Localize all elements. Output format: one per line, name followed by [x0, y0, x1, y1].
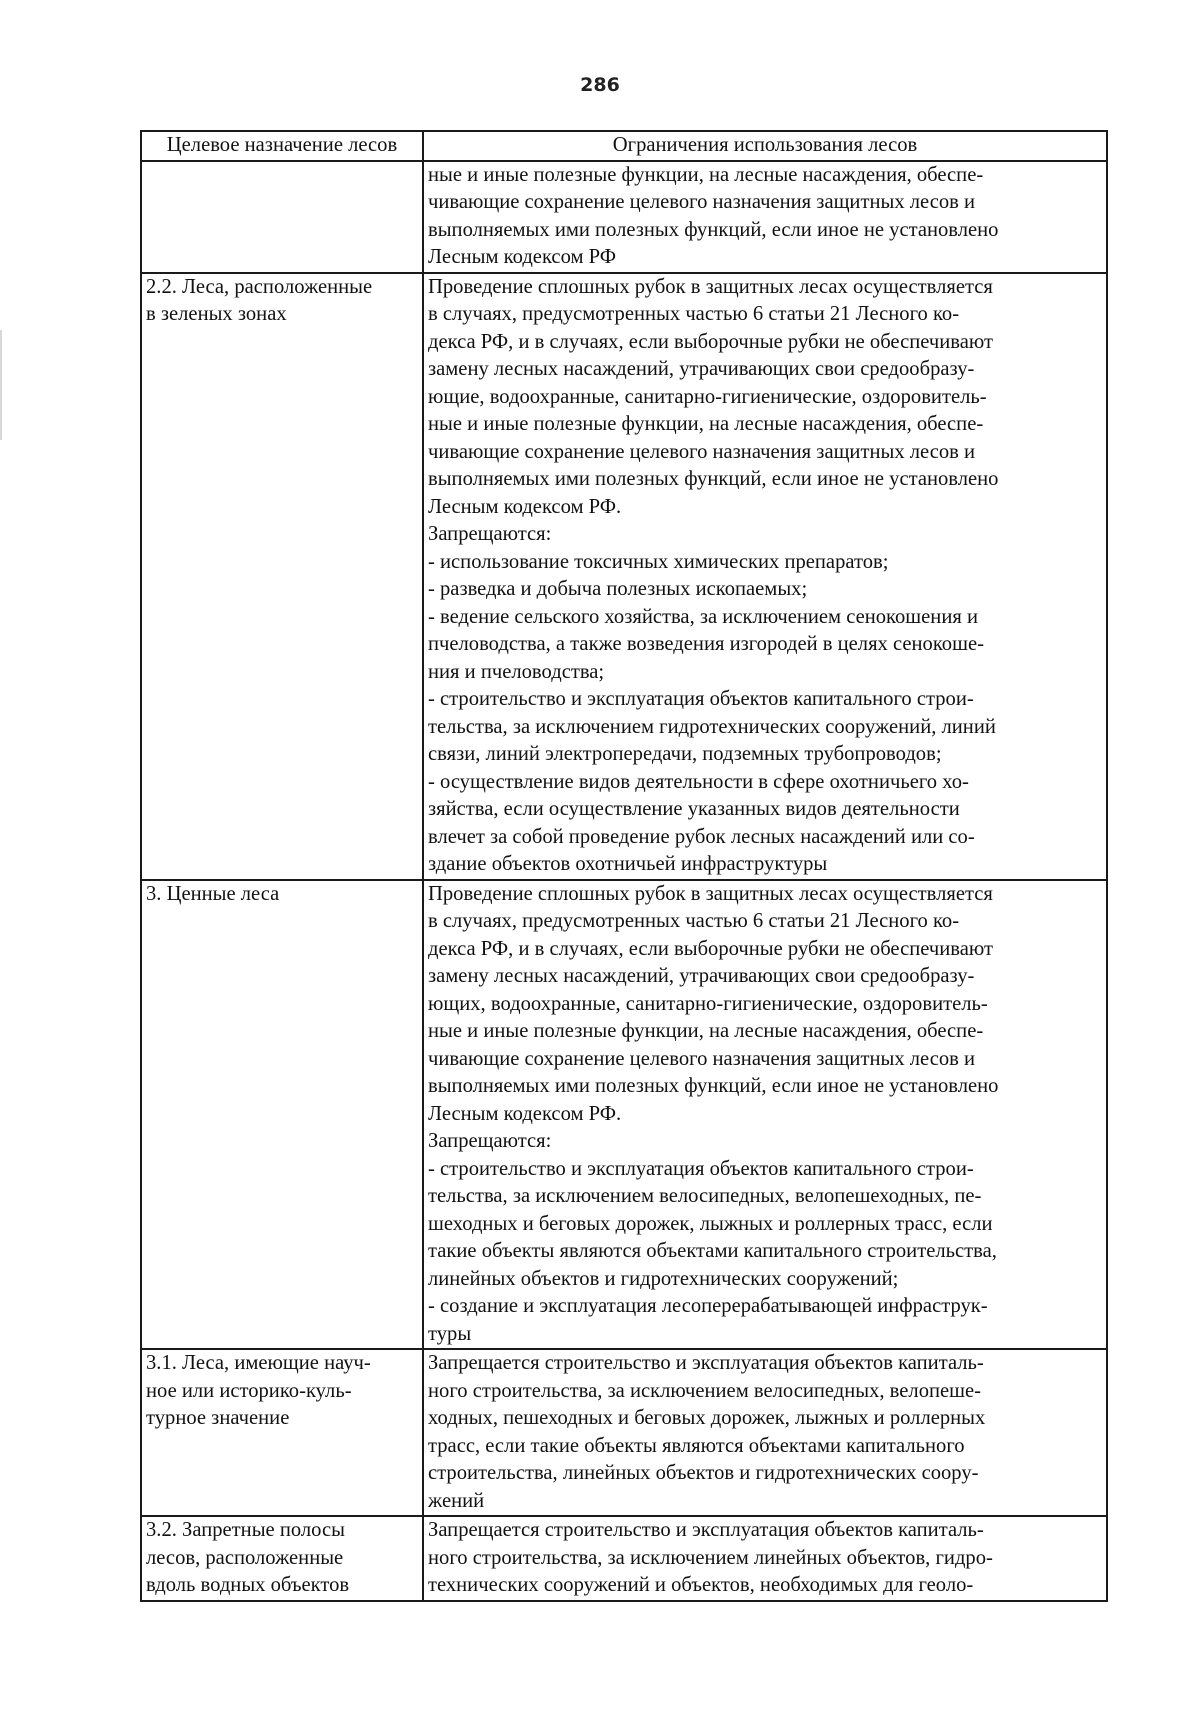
restriction-line: Запрещаются:	[428, 523, 552, 545]
purpose-line: 3.1. Леса, имеющие науч-	[146, 1352, 371, 1374]
restriction-line: - ведение сельского хозяйства, за исключением сенокошения и	[428, 605, 978, 628]
restrictions-cell	[423, 161, 1107, 273]
page-number: 286	[580, 74, 620, 96]
restriction-line: выполняемых ими полезных функций, если иное не установлено	[428, 468, 999, 490]
restriction-line: - строительство и эксплуатация объектов капитального строи-	[428, 1157, 974, 1180]
restriction-line: строительства, линейных объектов и гидротехнических соору-	[428, 1462, 979, 1484]
restriction-line: тельства, за исключением гидротехнических сооружений, линий	[428, 715, 996, 738]
restriction-line: ния и пчеловодства;	[428, 660, 605, 683]
restriction-line: линейных объектов и гидротехнических сооружений;	[428, 1267, 899, 1290]
restriction-line: связи, линий электропередачи, подземных трубопроводов;	[428, 743, 942, 765]
restriction-line: чивающие сохранение целевого назначения защитных лесов и	[428, 440, 976, 463]
restriction-line: пчеловодства, а также возведения изгородей в целях сенокоше-	[428, 633, 984, 655]
purpose-cell	[141, 880, 423, 1350]
table-row	[141, 1349, 1107, 1516]
restriction-line: замену лесных насаждений, утрачивающих свои средообразу-	[428, 965, 975, 987]
restriction-line: ющие, водоохранные, санитарно-гигиенические, оздоровитель-	[428, 385, 987, 408]
purpose-line: 2.2. Леса, расположенные	[146, 275, 373, 298]
restriction-line: чивающие сохранение целевого назначения защитных лесов и	[428, 1047, 976, 1070]
restriction-line: - разведка и добыча полезных ископаемых;	[428, 578, 808, 600]
restriction-line: ющих, водоохранные, санитарно-гигиенические, оздоровитель-	[428, 992, 988, 1015]
restriction-line: влечет за собой проведение рубок лесных насаждений или со-	[428, 825, 975, 848]
restriction-line: Лесным кодексом РФ.	[428, 1102, 622, 1125]
purpose-line: вдоль водных объектов	[146, 1574, 350, 1596]
table-body	[141, 161, 1107, 1601]
restriction-line: чивающие сохранение целевого назначения защитных лесов и	[428, 191, 976, 213]
table-row	[141, 161, 1107, 273]
restriction-line: Лесным кодексом РФ	[428, 246, 617, 268]
table-row	[141, 880, 1107, 1350]
restriction-line: декса РФ, и в случаях, если выборочные рубки не обеспечивают	[428, 330, 993, 353]
restriction-line: Запрещается строительство и эксплуатация объектов капиталь-	[428, 1519, 984, 1541]
restriction-line: такие объекты являются объектами капитального строительства,	[428, 1240, 997, 1262]
restriction-line: ходных, пешеходных и беговых дорожек, лыжных и роллерных	[428, 1407, 986, 1429]
restriction-line: жений	[428, 1489, 485, 1512]
table-header-row	[141, 131, 1107, 161]
header-restrictions: Ограничения использования лесов	[423, 131, 1107, 161]
restriction-line: здание объектов охотничьей инфраструктуры	[428, 853, 828, 875]
restrictions-cell	[423, 880, 1107, 1350]
purpose-cell	[141, 161, 423, 273]
restriction-line: шеходных и беговых дорожек, лыжных и роллерных трасс, если	[428, 1212, 993, 1235]
restriction-line: ного строительства, за исключением велосипедных, велопеше-	[428, 1379, 982, 1402]
table-row	[141, 1516, 1107, 1601]
table-row	[141, 273, 1107, 880]
restriction-line: технических сооружений и объектов, необходимых для геоло-	[428, 1574, 974, 1596]
restrictions-cell	[423, 273, 1107, 880]
restriction-line: выполняемых ими полезных функций, если иное не установлено	[428, 218, 999, 241]
purpose-line: турное значение	[146, 1407, 290, 1429]
restriction-line: декса РФ, и в случаях, если выборочные рубки не обеспечивают	[428, 937, 993, 960]
restriction-line: Проведение сплошных рубок в защитных лесах осуществляется	[428, 275, 993, 298]
restriction-line: трасс, если такие объекты являются объектами капитального	[428, 1434, 965, 1457]
restriction-line: Проведение сплошных рубок в защитных лесах осуществляется	[428, 882, 993, 905]
restriction-line: Запрещаются:	[428, 1130, 552, 1152]
purpose-line: ное или историко-куль-	[146, 1379, 352, 1402]
restriction-line: выполняемых ими полезных функций, если иное не установлено	[428, 1075, 999, 1097]
restriction-line: замену лесных насаждений, утрачивающих свои средообразу-	[428, 358, 975, 380]
restriction-line: туры	[428, 1322, 472, 1345]
purpose-cell	[141, 1349, 423, 1516]
purpose-line: 3. Ценные леса	[146, 882, 280, 905]
restriction-line: ные и иные полезные функции, на лесные насаждения, обеспе-	[428, 413, 984, 435]
restriction-line: - осуществление видов деятельности в сфере охотничьего хо-	[428, 770, 969, 793]
purpose-cell	[141, 273, 423, 880]
purpose-line: в зеленых зонах	[146, 303, 287, 325]
forest-restrictions-table	[140, 130, 1108, 1602]
header-purpose: Целевое назначение лесов	[141, 131, 423, 161]
restrictions-cell	[423, 1516, 1107, 1601]
purpose-line: лесов, расположенные	[146, 1546, 344, 1569]
restriction-line: ные и иные полезные функции, на лесные насаждения, обеспе-	[428, 1020, 984, 1042]
restriction-line: - создание и эксплуатация лесоперерабатывающей инфраструк-	[428, 1295, 988, 1317]
restriction-line: ного строительства, за исключением линейных объектов, гидро-	[428, 1546, 993, 1569]
restriction-line: тельства, за исключением велосипедных, велопешеходных, пе-	[428, 1185, 982, 1207]
restriction-line: Лесным кодексом РФ.	[428, 495, 622, 518]
restriction-line: в случаях, предусмотренных частью 6 статьи 21 Лесного ко-	[428, 303, 960, 325]
restrictions-cell	[423, 1349, 1107, 1516]
restriction-line: Запрещается строительство и эксплуатация объектов капиталь-	[428, 1352, 984, 1374]
purpose-cell	[141, 1516, 423, 1601]
restriction-line: - использование токсичных химических препаратов;	[428, 550, 889, 573]
restriction-line: в случаях, предусмотренных частью 6 статьи 21 Лесного ко-	[428, 910, 960, 932]
restriction-line: ные и иные полезные функции, на лесные насаждения, обеспе-	[428, 163, 984, 186]
restriction-line: зяйства, если осуществление указанных видов деятельности	[428, 798, 960, 820]
restriction-line: - строительство и эксплуатация объектов капитального строи-	[428, 688, 974, 710]
purpose-line: 3.2. Запретные полосы	[146, 1519, 345, 1541]
scan-artifact	[0, 330, 2, 440]
